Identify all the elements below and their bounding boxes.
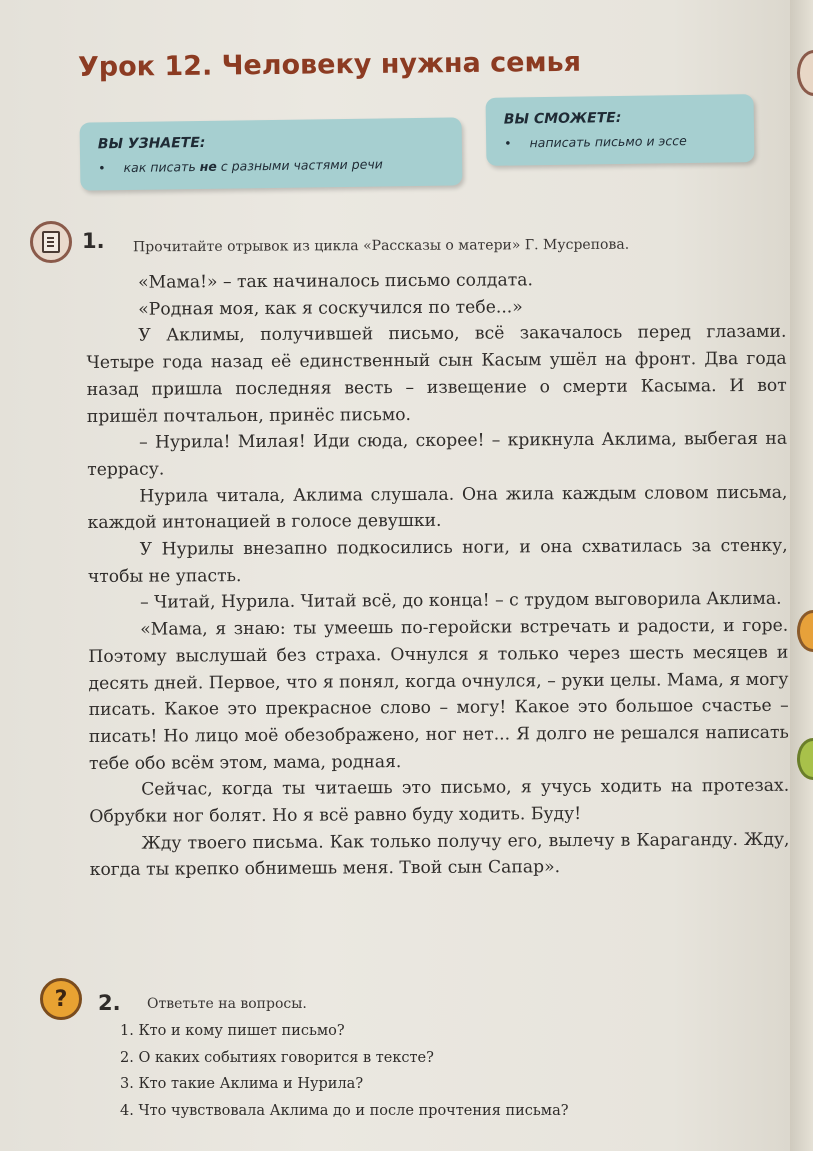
lesson-title: Урок 12. Человеку нужна семья xyxy=(77,46,582,83)
question-icon xyxy=(40,978,82,1020)
goals-learn-panel xyxy=(80,117,463,190)
story-paragraph: «Мама, я знаю: ты умеешь по-геройски встречать и радости, и горе. Поэтому выслушай без страха. Очнулся я только через шесть месяцев и десять дней. Первое, что я понял, когда очнулся, – руки целы. Мама, я могу писать. Какое это прекрасное слово – могу! Какое это большое счастье – писать! Но лицо моё обезображено, ног нет... Я долго не решался написать тебе обо всём этом, мама, родная. xyxy=(88,615,789,774)
story-paragraph: Нурила читала, Аклима слушала. Она жила каждым словом письма, каждой интонацией в голосе девушки. xyxy=(87,482,788,534)
goals-can-item: • написать письмо и эссе xyxy=(504,133,687,151)
questions-list xyxy=(120,1018,569,1124)
page-gutter xyxy=(790,0,813,1151)
story-paragraph: – Читай, Нурила. Читай всё, до конца! – с трудом выговорила Аклима. xyxy=(139,589,782,614)
task2-instruction: Ответьте на вопросы. xyxy=(147,996,307,1012)
bullet: • xyxy=(98,160,106,176)
goals-learn-heading: ВЫ УЗНАЕТЕ: xyxy=(97,134,206,153)
story-paragraph: «Мама!» – так начиналось письмо солдата. xyxy=(138,270,533,293)
list-item: 4. Что чувствовала Аклима до и после прочтения письма? xyxy=(120,1102,569,1119)
goals-learn-item: • как писать не с разными частями речи xyxy=(98,156,383,176)
task1-instruction: Прочитайте отрывок из цикла «Рассказы о матери» Г. Мусрепова. xyxy=(132,236,630,256)
story-paragraph: У Аклимы, получившей письмо, всё закачалось перед глазами. Четыре года назад её единственный сын Касым ушёл на фронт. Два года назад пришла последняя весть – извещение о смерти Касыма. И вот пришёл почтальон, принёс письмо. xyxy=(86,322,787,427)
question-icon-glyph: ? xyxy=(54,986,68,1012)
story-text xyxy=(86,266,790,884)
story-paragraph: – Нурила! Милая! Иди сюда, скорее! – крикнула Аклима, выбегая на террасу. xyxy=(87,428,788,480)
story-paragraph: Сейчас, когда ты читаешь это письмо, я учусь ходить на протезах. Обрубки ног болят. Но я всё равно буду ходить. Буду! xyxy=(89,776,790,828)
task2-number: 2. xyxy=(98,991,121,1015)
goals-can-panel xyxy=(486,94,755,166)
story-paragraph: «Родная моя, как я соскучился по тебе...» xyxy=(138,297,523,320)
list-item: 3. Кто такие Аклима и Нурила? xyxy=(120,1076,364,1092)
list-item: 1. Кто и кому пишет письмо? xyxy=(120,1023,345,1039)
bullet: • xyxy=(504,135,512,151)
book-icon xyxy=(30,221,72,263)
list-item: 2. О каких событиях говорится в тексте? xyxy=(120,1049,434,1066)
book-icon-glyph xyxy=(42,231,60,253)
goals-can-heading: ВЫ СМОЖЕТЕ: xyxy=(503,109,622,128)
story-paragraph: Жду твоего письма. Как только получу его, вылечу в Караганду. Жду, когда ты крепко обнимешь меня. Твой сын Сапар». xyxy=(89,829,790,881)
task1-number: 1. xyxy=(82,229,105,253)
story-paragraph: У Нурилы внезапно подкосились ноги, и она схватилась за стенку, чтобы не упасть. xyxy=(87,535,788,587)
